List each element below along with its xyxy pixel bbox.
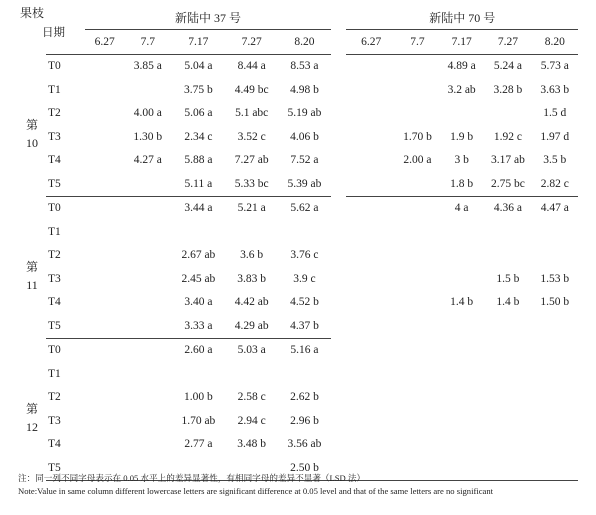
spacer-cell — [331, 267, 346, 291]
variety-a-header: 新陆中 37 号 — [85, 6, 332, 30]
value-cell-b: 3.2 ab — [447, 83, 476, 96]
value-cell-a: 3.56 ab — [287, 438, 322, 451]
value-cell-a: 2.62 b — [290, 391, 319, 404]
value-cell-a: 5.1 abc — [235, 107, 269, 120]
value-cell-b: 2.82 c — [540, 177, 569, 190]
value-cell-a — [125, 314, 171, 338]
value-cell-a: 3.9 c — [293, 272, 316, 285]
spacer-cell — [331, 291, 346, 315]
treatment-label: T2 — [48, 391, 61, 404]
table-row — [18, 220, 578, 244]
value-cell-a: 4.98 b — [290, 83, 319, 96]
value-cell-a — [125, 172, 171, 196]
table-row — [18, 267, 578, 291]
table-row — [18, 196, 578, 220]
value-cell-a — [85, 267, 125, 291]
spacer-cell — [331, 125, 346, 149]
value-cell-a: 5.88 a — [184, 154, 213, 167]
spacer-cell — [331, 30, 346, 55]
value-cell-a: 2.60 a — [171, 338, 226, 362]
treatment-label: T0 — [46, 338, 85, 362]
value-cell-b — [396, 244, 439, 268]
value-cell-b — [439, 338, 484, 362]
value-cell-a: 2.94 c — [237, 414, 266, 427]
date-header-a-0: 6.27 — [94, 35, 115, 48]
date-header-b-0: 6.27 — [361, 35, 382, 48]
value-cell-b: 4.47 a — [532, 196, 578, 220]
value-cell-a — [85, 54, 125, 78]
value-cell-b — [396, 267, 439, 291]
date-header-b-1: 7.7 — [410, 35, 425, 48]
value-cell-b — [484, 314, 531, 338]
value-cell-b — [484, 244, 531, 268]
value-cell-b — [532, 433, 578, 457]
value-cell-a: 4.00 a — [133, 107, 162, 120]
value-cell-a — [85, 78, 125, 102]
value-cell-a — [85, 291, 125, 315]
value-cell-b: 3.63 b — [540, 83, 570, 96]
value-cell-a — [278, 220, 332, 244]
treatment-label: T2 — [48, 107, 61, 120]
value-cell-b — [484, 220, 531, 244]
value-cell-b: 1.5 d — [543, 107, 567, 120]
value-cell-b — [346, 386, 396, 410]
value-cell-b: 2.00 a — [403, 154, 432, 167]
table-row — [18, 362, 578, 386]
spacer-cell — [331, 433, 346, 457]
value-cell-b — [439, 244, 484, 268]
treatment-label: T5 — [46, 456, 85, 480]
value-cell-a: 1.30 b — [133, 130, 163, 143]
value-cell-a: 3.85 a — [125, 54, 171, 78]
value-cell-a — [85, 149, 125, 173]
value-cell-a: 3.44 a — [171, 196, 226, 220]
value-cell-a: 5.06 a — [184, 107, 213, 120]
value-cell-b — [346, 409, 396, 433]
date-header-a-1: 7.7 — [140, 35, 155, 48]
value-cell-a: 4.27 a — [133, 154, 162, 167]
fruit-branch-label-line: 11 — [26, 278, 38, 292]
value-cell-b — [346, 291, 396, 315]
value-cell-b — [532, 314, 578, 338]
corner-header-cell — [18, 6, 85, 54]
value-cell-b — [439, 314, 484, 338]
value-cell-b — [396, 78, 439, 102]
fruit-branch-header: 果枝 — [20, 6, 45, 20]
fruit-branch-label — [18, 54, 46, 196]
fruit-branch-label-line: 第 — [25, 260, 38, 274]
value-cell-a: 1.00 b — [183, 391, 213, 404]
value-cell-b — [484, 362, 531, 386]
date-header-b-3: 7.27 — [497, 35, 518, 48]
value-cell-a: 5.62 a — [278, 196, 332, 220]
value-cell-b — [396, 291, 439, 315]
value-cell-b: 4.89 a — [439, 54, 484, 78]
table-row — [18, 149, 578, 173]
spacer-cell — [331, 220, 346, 244]
value-cell-b — [346, 54, 396, 78]
value-cell-a: 2.45 ab — [181, 272, 216, 285]
value-cell-b — [346, 102, 396, 126]
value-cell-b — [532, 409, 578, 433]
treatment-label: T3 — [48, 130, 61, 143]
value-cell-a — [171, 220, 226, 244]
value-cell-a — [85, 386, 125, 410]
table-notes — [18, 472, 588, 498]
treatment-label: T4 — [48, 154, 61, 167]
value-cell-a — [125, 291, 171, 315]
value-cell-b — [396, 220, 439, 244]
table-row — [18, 314, 578, 338]
treatment-label: T5 — [48, 319, 61, 332]
value-cell-b — [439, 102, 484, 126]
value-cell-a — [125, 267, 171, 291]
spacer-cell — [331, 409, 346, 433]
value-cell-b — [396, 338, 439, 362]
fruit-branch-label — [18, 196, 46, 338]
treatment-label: T1 — [48, 367, 61, 380]
date-header-a-2: 7.17 — [188, 35, 209, 48]
value-cell-b — [346, 196, 396, 220]
value-cell-b — [439, 409, 484, 433]
value-cell-b: 4.36 a — [484, 196, 531, 220]
value-cell-a — [85, 196, 125, 220]
value-cell-a — [125, 409, 171, 433]
value-cell-b — [346, 314, 396, 338]
value-cell-b — [484, 409, 531, 433]
note-english: Note:Value in same column different lowercase letters are significant difference at 0.05 level and that of the same letters are no significant — [18, 486, 494, 496]
treatment-label: T4 — [48, 438, 61, 451]
value-cell-a: 4.49 bc — [234, 83, 269, 96]
value-cell-b: 3.17 ab — [490, 154, 525, 167]
value-cell-b: 3.5 b — [543, 154, 567, 167]
value-cell-a — [125, 433, 171, 457]
fruit-branch-label — [18, 338, 46, 480]
table-row — [18, 172, 578, 196]
value-cell-b — [346, 125, 396, 149]
value-cell-b — [439, 362, 484, 386]
date-header-a-4: 8.20 — [294, 35, 315, 48]
treatment-label: T1 — [48, 83, 61, 96]
value-cell-a: 5.39 ab — [287, 177, 322, 190]
value-cell-b — [532, 244, 578, 268]
value-cell-a — [85, 338, 125, 362]
value-cell-a — [125, 244, 171, 268]
treatment-label: T3 — [48, 272, 61, 285]
value-cell-b: 1.8 b — [450, 177, 474, 190]
value-cell-b — [346, 78, 396, 102]
value-cell-b — [346, 149, 396, 173]
spacer-cell — [331, 172, 346, 196]
value-cell-a — [85, 220, 125, 244]
value-cell-b — [346, 267, 396, 291]
value-cell-b: 3 b — [454, 154, 469, 167]
spacer-cell — [331, 314, 346, 338]
value-cell-a — [125, 362, 171, 386]
value-cell-b — [396, 196, 439, 220]
value-cell-b: 5.73 a — [532, 54, 578, 78]
value-cell-a: 7.27 ab — [234, 154, 269, 167]
value-cell-a: 5.16 a — [278, 338, 332, 362]
value-cell-b — [484, 386, 531, 410]
value-cell-a — [226, 362, 278, 386]
value-cell-a — [125, 338, 171, 362]
treatment-label: T5 — [48, 177, 61, 190]
table-row — [18, 54, 578, 78]
value-cell-b — [484, 102, 531, 126]
value-cell-b: 2.75 bc — [490, 177, 525, 190]
table-row — [18, 409, 578, 433]
value-cell-b: 5.24 a — [484, 54, 531, 78]
value-cell-b — [346, 433, 396, 457]
value-cell-b: 1.50 b — [540, 296, 570, 309]
value-cell-a — [85, 172, 125, 196]
value-cell-a — [125, 196, 171, 220]
value-cell-a — [125, 78, 171, 102]
value-cell-b — [346, 362, 396, 386]
value-cell-a: 5.11 a — [184, 177, 213, 190]
value-cell-b — [532, 338, 578, 362]
fruit-branch-label-line: 10 — [26, 136, 38, 150]
value-cell-a: 3.48 b — [237, 438, 267, 451]
date-header-row — [18, 30, 578, 55]
value-cell-b — [396, 54, 439, 78]
value-cell-b: 4 a — [439, 196, 484, 220]
value-cell-a: 4.52 b — [290, 296, 319, 309]
value-cell-b — [439, 267, 484, 291]
table-row — [18, 125, 578, 149]
value-cell-a: 8.44 a — [226, 54, 278, 78]
value-cell-a: 5.04 a — [171, 54, 226, 78]
table-row — [18, 78, 578, 102]
value-cell-a — [278, 362, 332, 386]
fruit-branch-label-line: 第 — [25, 118, 38, 132]
value-cell-a — [85, 433, 125, 457]
table-row — [18, 291, 578, 315]
value-cell-b: 1.4 b — [450, 296, 474, 309]
value-cell-a: 2.34 c — [184, 130, 213, 143]
fruit-branch-label-line: 12 — [26, 420, 38, 434]
value-cell-a — [125, 386, 171, 410]
table-row — [18, 338, 578, 362]
spacer-cell — [331, 54, 346, 78]
value-cell-b — [532, 362, 578, 386]
value-cell-a — [226, 220, 278, 244]
value-cell-b: 1.53 b — [540, 272, 570, 285]
value-cell-a — [171, 362, 226, 386]
value-cell-a: 5.03 a — [226, 338, 278, 362]
spacer-cell — [331, 338, 346, 362]
value-cell-b — [346, 220, 396, 244]
value-cell-a: 2.50 b — [278, 456, 332, 480]
value-cell-a: 2.77 a — [184, 438, 213, 451]
value-cell-a: 3.83 b — [237, 272, 267, 285]
treatment-label: T0 — [46, 54, 85, 78]
date-header-b-2: 7.17 — [451, 35, 472, 48]
value-cell-b: 1.4 b — [496, 296, 520, 309]
value-cell-a — [85, 244, 125, 268]
treatment-label: T3 — [48, 414, 61, 427]
variety-header-row — [18, 6, 578, 30]
value-cell-b — [532, 220, 578, 244]
value-cell-b — [439, 386, 484, 410]
value-cell-b — [346, 338, 396, 362]
value-cell-a: 8.53 a — [278, 54, 332, 78]
value-cell-a: 4.37 b — [290, 319, 319, 332]
date-header-b-4: 8.20 — [544, 35, 565, 48]
table-row — [18, 244, 578, 268]
treatment-label: T1 — [48, 225, 61, 238]
value-cell-a: 4.06 b — [290, 130, 319, 143]
value-cell-a: 3.52 c — [237, 130, 266, 143]
value-cell-a — [125, 220, 171, 244]
treatment-label: T4 — [48, 296, 61, 309]
value-cell-b — [396, 386, 439, 410]
table-row — [18, 433, 578, 457]
value-cell-a — [85, 125, 125, 149]
value-cell-b: 1.70 b — [403, 130, 432, 143]
treatment-label: T2 — [48, 249, 61, 262]
spacer-cell — [331, 244, 346, 268]
value-cell-a — [85, 409, 125, 433]
value-cell-b — [439, 220, 484, 244]
value-cell-b — [532, 386, 578, 410]
value-cell-a: 5.19 ab — [287, 107, 322, 120]
value-cell-a: 2.96 b — [290, 414, 319, 427]
treatment-label: T0 — [46, 196, 85, 220]
value-cell-a: 2.67 ab — [181, 249, 216, 262]
value-cell-b — [484, 338, 531, 362]
value-cell-a: 1.70 ab — [181, 414, 216, 427]
value-cell-b — [396, 362, 439, 386]
note-chinese: 注：同一列不同字母表示在 0.05 水平上的差异显著性，有相同字母的差异不显著（LSD 法） — [18, 473, 366, 483]
value-cell-b: 3.28 b — [493, 83, 523, 96]
value-cell-a: 5.21 a — [226, 196, 278, 220]
value-cell-b: 1.92 c — [493, 130, 522, 143]
variety-b-header: 新陆中 70 号 — [346, 6, 578, 30]
value-cell-a: 4.42 ab — [234, 296, 269, 309]
value-cell-a: 7.52 a — [290, 154, 319, 167]
value-cell-a — [85, 362, 125, 386]
spacer-cell — [331, 78, 346, 102]
value-cell-b — [396, 314, 439, 338]
value-cell-b — [346, 244, 396, 268]
value-cell-a: 3.33 a — [184, 319, 213, 332]
spacer-cell — [331, 196, 346, 220]
value-cell-a: 3.6 b — [240, 249, 264, 262]
date-header-a-3: 7.27 — [241, 35, 262, 48]
spacer-cell — [331, 149, 346, 173]
value-cell-b: 1.9 b — [450, 130, 474, 143]
spacer-cell — [331, 102, 346, 126]
value-cell-b — [396, 102, 439, 126]
value-cell-a — [85, 314, 125, 338]
value-cell-b — [346, 172, 396, 196]
value-cell-a: 5.33 bc — [234, 177, 269, 190]
value-cell-b — [484, 433, 531, 457]
value-cell-a — [85, 102, 125, 126]
value-cell-a: 3.75 b — [183, 83, 213, 96]
spacer-cell — [331, 362, 346, 386]
value-cell-b — [396, 172, 439, 196]
value-cell-b — [439, 433, 484, 457]
value-cell-b — [396, 433, 439, 457]
table-row — [18, 386, 578, 410]
value-cell-b: 1.5 b — [496, 272, 520, 285]
date-header: 日期 — [42, 27, 65, 39]
value-cell-a: 4.29 ab — [234, 319, 269, 332]
data-table — [18, 6, 578, 481]
value-cell-a: 3.76 c — [290, 249, 319, 262]
value-cell-a: 2.58 c — [237, 391, 266, 404]
spacer-cell — [331, 386, 346, 410]
value-cell-a: 3.40 a — [184, 296, 213, 309]
data-table-container — [18, 6, 578, 481]
value-cell-b — [396, 409, 439, 433]
fruit-branch-label-line: 第 — [25, 402, 38, 416]
table-row — [18, 102, 578, 126]
value-cell-b: 1.97 d — [540, 130, 570, 143]
